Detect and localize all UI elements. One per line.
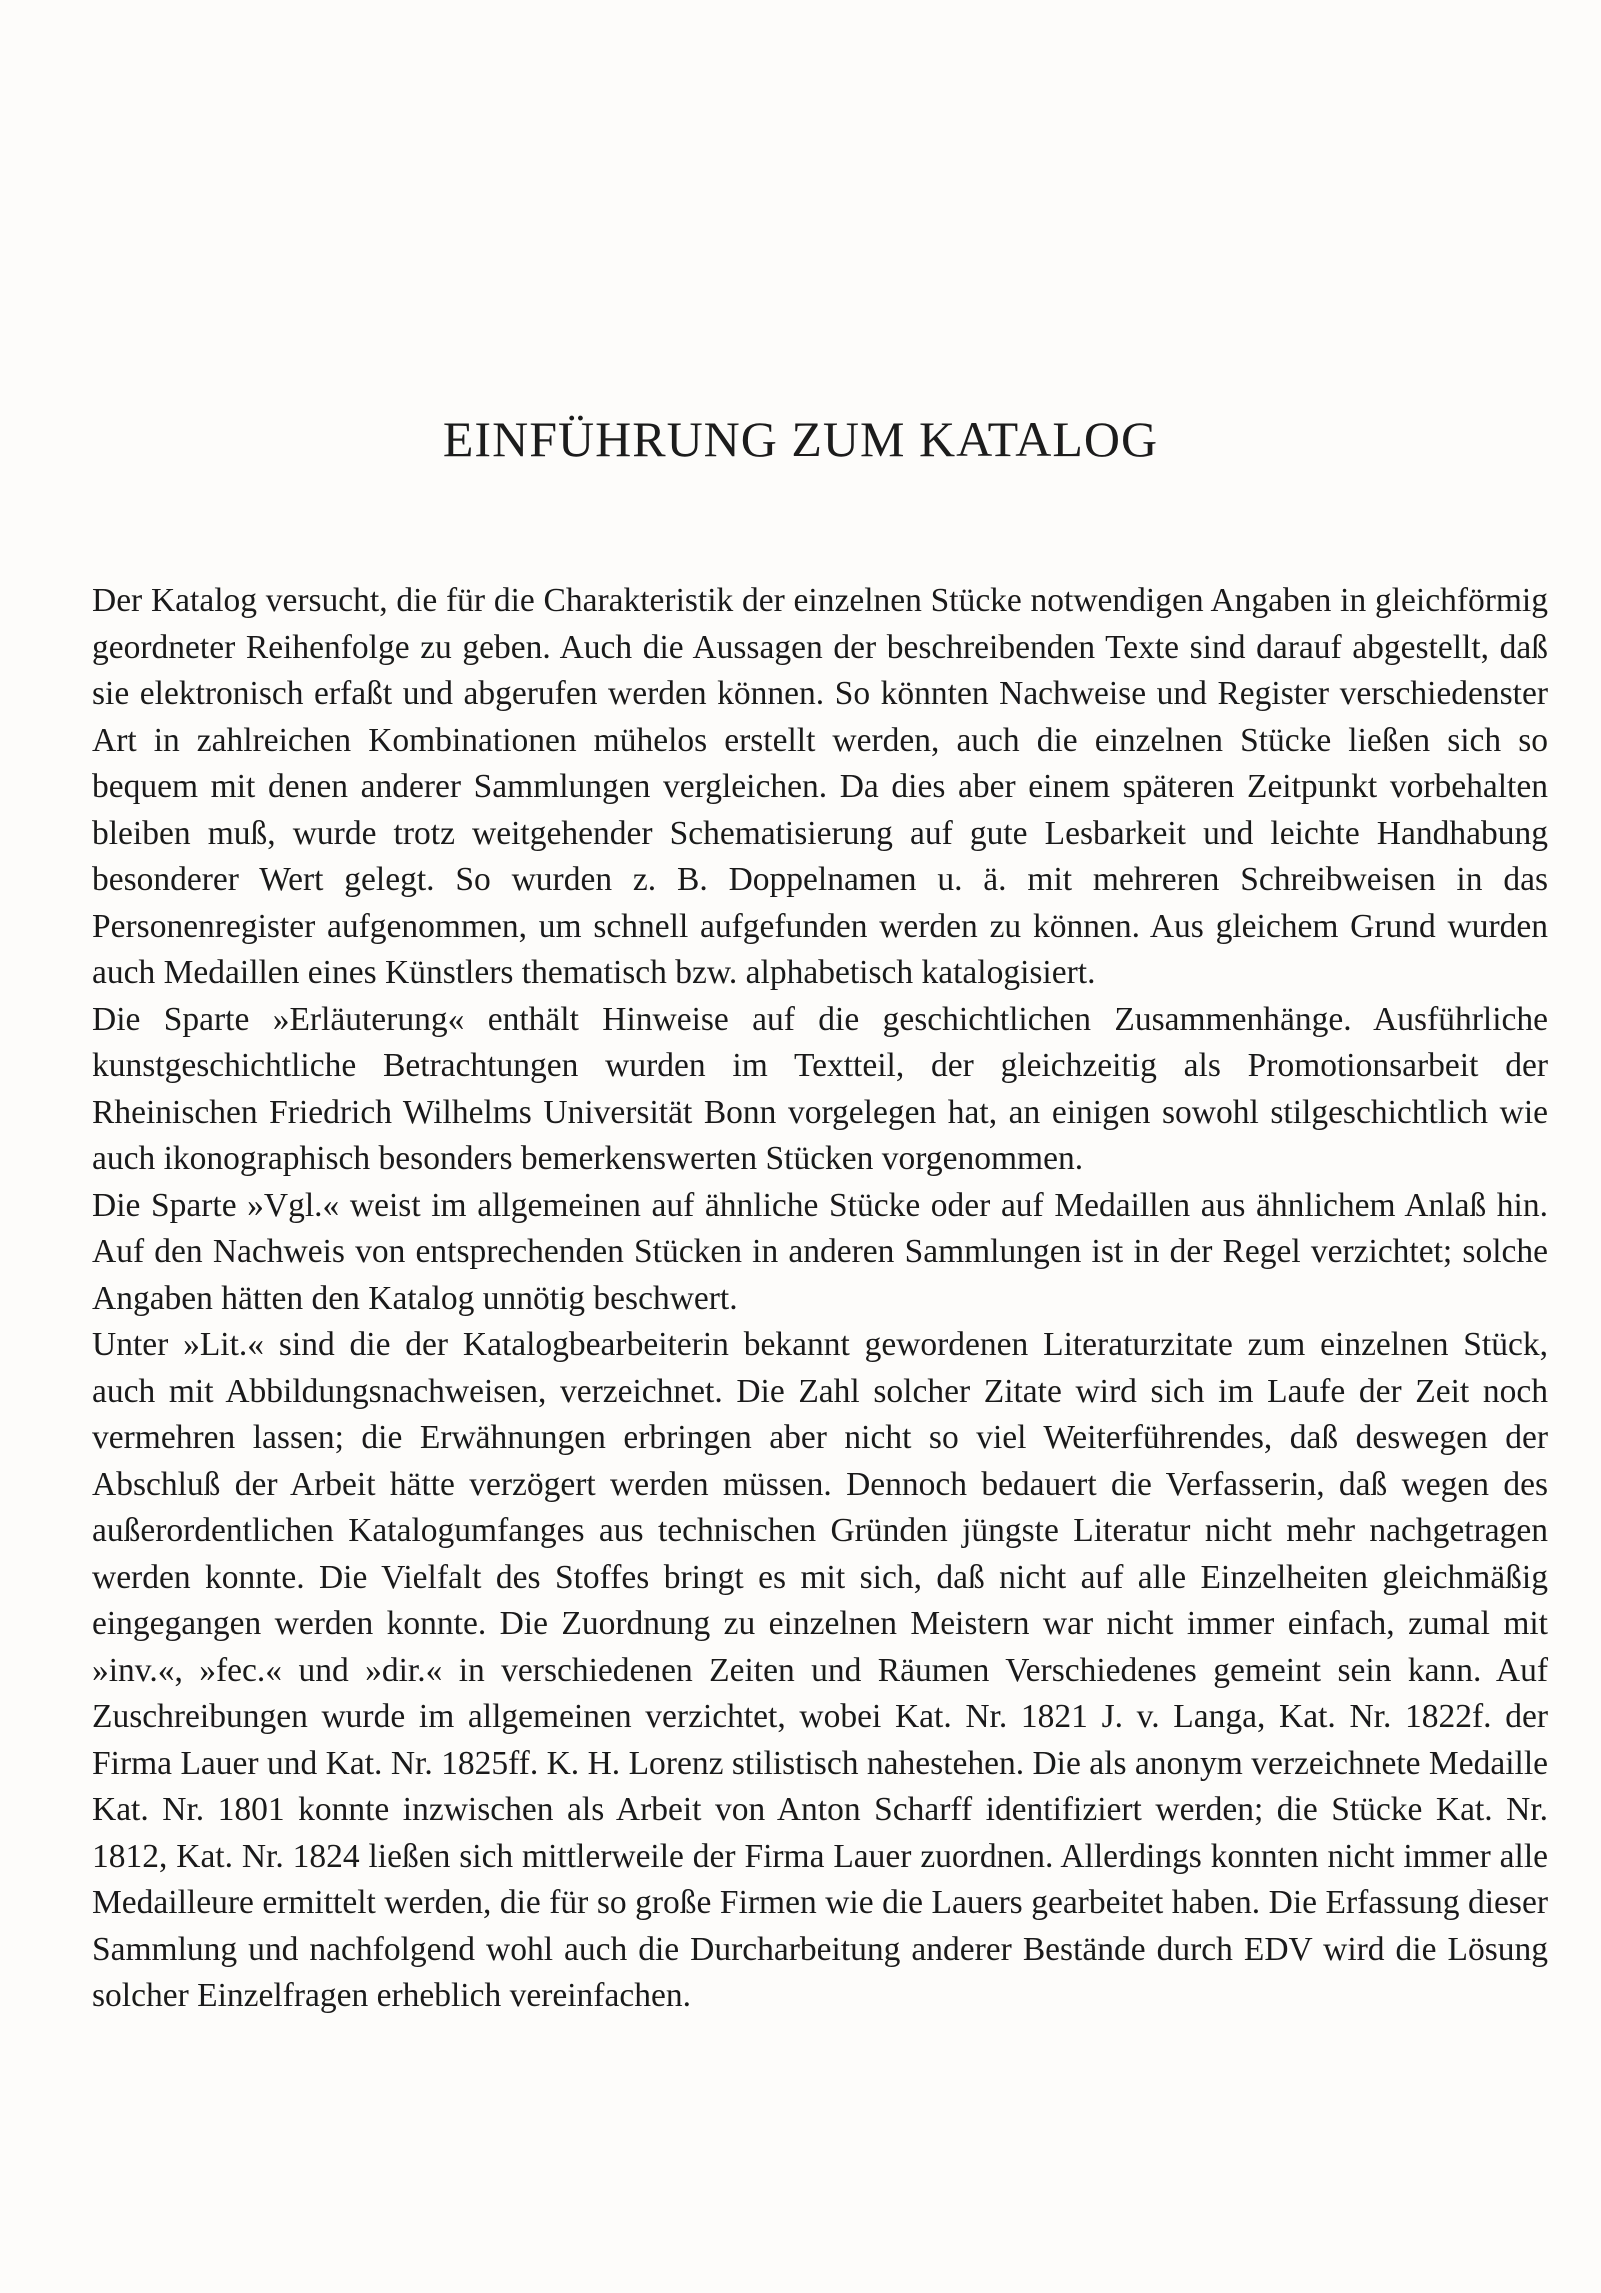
paragraph-catalog-structure: Der Katalog versucht, die für die Charakteristik der einzelnen Stücke notwendigen Angaben in gleichförmig geordneter Reihenfolge zu geben. Auch die Aussagen der beschreibenden Texte sind darauf abgestellt, daß sie elektronisch erfaßt und abgerufen werden können. So könnten Nachweise und Register verschiedenster Art in zahlreichen Kombinationen mühelos erstellt werden, auch die einzelnen Stücke ließen sich so bequem mit denen anderer Sammlungen vergleichen. Da dies aber einem späteren Zeitpunkt vorbehalten bleiben muß, wurde trotz weitgehender Schematisierung auf gute Lesbarkeit und leichte Handhabung besonderer Wert gelegt. So wurden z. B. Doppelnamen u. ä. mit mehreren Schreibweisen in das Personenregister aufgenommen, um schnell aufgefunden werden zu können. Aus gleichem Grund wurden auch Medaillen eines Künstlers thematisch bzw. alphabetisch katalogisiert. bbox=[92, 582, 1548, 991]
body-text bbox=[92, 578, 1548, 2020]
paragraph-literatur: Unter »Lit.« sind die der Katalogbearbeiterin bekannt gewordenen Literaturzitate zum einzelnen Stück, auch mit Abbildungsnachweisen, verzeichnet. Die Zahl solcher Zitate wird sich im Laufe der Zeit noch vermehren lassen; die Erwähnungen erbringen aber nicht so viel Weiterführendes, daß deswegen der Abschluß der Arbeit hätte verzögert werden müssen. Dennoch bedauert die Verfasserin, daß wegen des außerordentlichen Katalogumfanges aus technischen Gründen jüngste Literatur nicht mehr nachgetragen werden konnte. Die Vielfalt des Stoffes bringt es mit sich, daß nicht auf alle Einzelheiten gleichmäßig eingegangen werden konnte. Die Zuordnung zu einzelnen Meistern war nicht immer einfach, zumal mit »inv.«, »fec.« und »dir.« in verschiedenen Zeiten und Räumen Verschiedenes gemeint sein kann. Auf Zuschreibungen wurde im allgemeinen verzichtet, wobei Kat. Nr. 1821 J. v. Langa, Kat. Nr. 1822f. der Firma Lauer und Kat. Nr. 1825ff. K. H. Lorenz stilistisch nahestehen. Die als anonym verzeichnete Medaille Kat. Nr. 1801 konnte inzwischen als Arbeit von Anton Scharff identifiziert werden; die Stücke Kat. Nr. 1812, Kat. Nr. 1824 ließen sich mittlerweile der Firma Lauer zuordnen. Allerdings konnten nicht immer alle Medailleure ermittelt werden, die für so große Firmen wie die Lauers gearbeitet haben. Die Erfassung dieser Sammlung und nachfolgend wohl auch die Durcharbeitung anderer Bestände durch EDV wird die Lösung solcher Einzelfragen erheblich vereinfachen. bbox=[92, 1326, 1548, 2014]
page-title: EINFÜHRUNG ZUM KATALOG bbox=[442, 411, 1159, 467]
paragraph-vgl: Die Sparte »Vgl.« weist im allgemeinen auf ähnliche Stücke oder auf Medaillen aus ähnlichem Anlaß hin. Auf den Nachweis von entsprechenden Stücken in anderen Sammlungen ist in der Regel verzichtet; solche Angaben hätten den Katalog unnötig beschwert. bbox=[92, 1186, 1548, 1317]
paragraph-erlaeuterung: Die Sparte »Erläuterung« enthält Hinweise auf die geschichtlichen Zusammenhänge. Ausführliche kunstgeschichtliche Betrachtungen wurden im Textteil, der gleichzeitig als Promotionsarbeit der Rheinischen Friedrich Wilhelms Universität Bonn vorgelegen hat, an einigen sowohl stilgeschichtlich wie auch ikonographisch besonders bemerkenswerten Stücken vorgenommen. bbox=[92, 1000, 1548, 1177]
